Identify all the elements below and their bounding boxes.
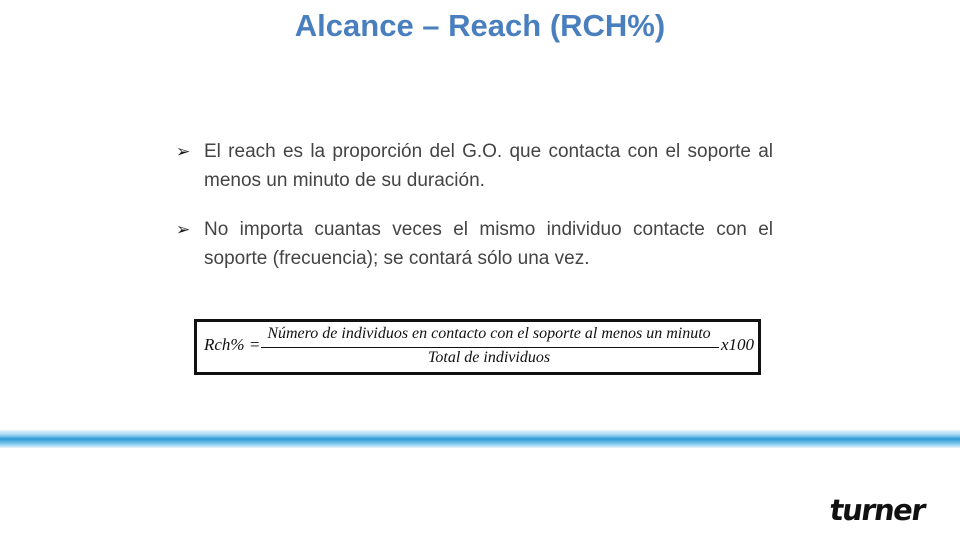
arrow-bullet-icon: ➢ xyxy=(176,142,191,161)
bullet-list xyxy=(176,137,773,293)
formula-lhs: Rch% = xyxy=(204,335,261,354)
bullet-text: El reach es la proporción del G.O. que contacta con el soporte al menos un minuto de su duración. xyxy=(204,141,773,191)
formula-multiplier: x100 xyxy=(721,335,755,354)
decorative-stripe xyxy=(0,430,960,448)
formula-box xyxy=(194,319,761,375)
slide-title: Alcance – Reach (RCH%) xyxy=(294,8,666,43)
turner-logo: turner xyxy=(827,493,927,527)
fraction-bar xyxy=(261,347,719,348)
bullet-item xyxy=(176,215,773,273)
formula-numerator: Número de individuos en contacto con el soporte al menos un minuto xyxy=(267,325,711,342)
formula-denominator: Total de individuos xyxy=(427,349,551,366)
bullet-text: No importa cuantas veces el mismo individuo contacte con el soporte (frecuencia); se contará sólo una vez. xyxy=(204,219,773,269)
bullet-item xyxy=(176,137,773,195)
arrow-bullet-icon: ➢ xyxy=(176,220,191,239)
